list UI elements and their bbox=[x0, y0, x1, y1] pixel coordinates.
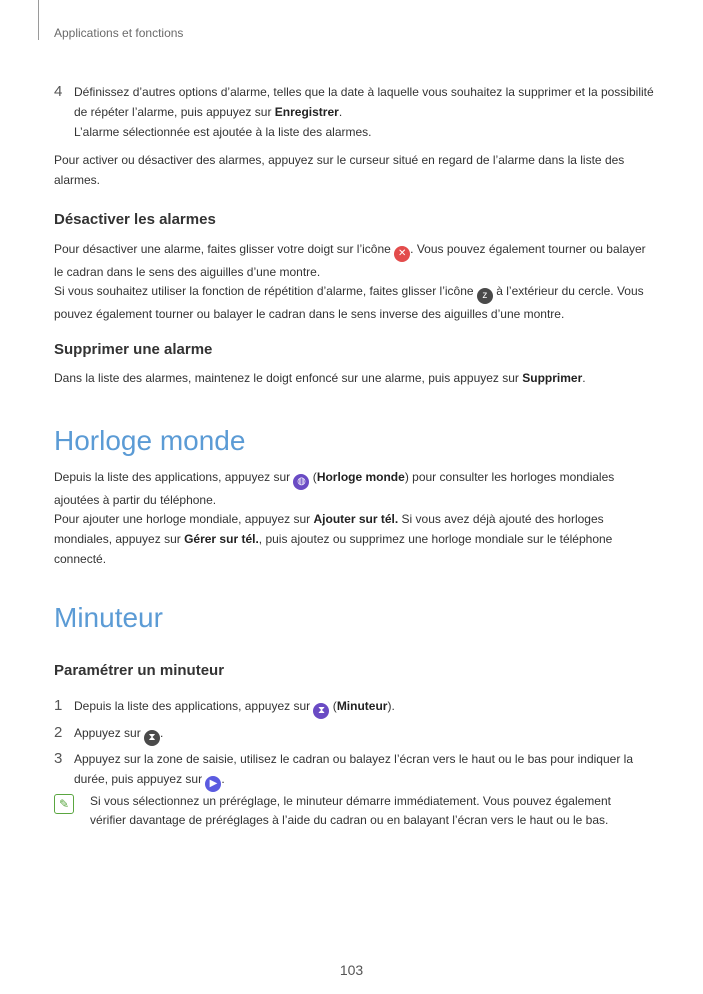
close-icon: ✕ bbox=[394, 246, 410, 262]
note-text: Si vous sélectionnez un préréglage, le minuteur démarre immédiatement. Vous pouvez également vérifier davantage de préréglages à l’aide du cadran ou en balayant l’écran vers le haut ou le bas. bbox=[90, 794, 611, 827]
page-number: 103 bbox=[339, 962, 364, 978]
supprimer-heading: Supprimer une alarme bbox=[54, 341, 213, 358]
step-number: 4 bbox=[54, 83, 63, 100]
globe-icon: ◍ bbox=[293, 474, 309, 490]
step-number: 2 bbox=[54, 724, 63, 741]
horloge-para-2: Pour ajouter une horloge mondiale, appuyez sur Ajouter sur tél. Si vous avez déjà ajouté des horloges mondiales, appuyez sur Gérer sur tél., puis ajoutez ou supprimez une horloge mondiale sur le téléphone connecté. bbox=[54, 512, 613, 566]
snooze-icon: z bbox=[477, 288, 493, 304]
step-number: 3 bbox=[54, 750, 63, 767]
step-number: 1 bbox=[54, 697, 63, 714]
minuteur-subheading: Paramétrer un minuteur bbox=[54, 662, 225, 679]
step-1: 1 Depuis la liste des applications, appuyez sur ⧗ (Minuteur). bbox=[54, 696, 654, 719]
horloge-title: Horloge monde bbox=[54, 425, 246, 456]
step-3: 3 Appuyez sur la zone de saisie, utilisez le cadran ou balayez l’écran vers le haut ou le bas pour indiquer la durée, puis appuyez sur ▶ . bbox=[54, 749, 654, 792]
horloge-para-1: Depuis la liste des applications, appuyez sur ◍ (Horloge monde) pour consulter les horloges mondiales ajoutées à partir du téléphone. bbox=[54, 470, 615, 507]
timer-icon: ⧗ bbox=[144, 730, 160, 746]
supprimer-para: Dans la liste des alarmes, maintenez le doigt enfoncé sur une alarme, puis appuyez sur Supprimer. bbox=[54, 371, 586, 385]
desactiver-para-2: Si vous souhaitez utiliser la fonction de répétition d’alarme, faites glisser l’icône z à l’extérieur du cercle. Vous pouvez également tourner ou balayer le cadran dans le sens inverse des aiguilles d’une montre. bbox=[54, 284, 644, 321]
step-4 bbox=[54, 82, 654, 142]
header-rule bbox=[38, 0, 39, 40]
note-icon: ✎ bbox=[54, 794, 74, 814]
step-2: 2 Appuyez sur ⧗ . bbox=[54, 723, 654, 746]
minuteur-title: Minuteur bbox=[54, 602, 163, 633]
desactiver-heading: Désactiver les alarmes bbox=[54, 211, 216, 228]
hourglass-icon: ⧗ bbox=[313, 703, 329, 719]
desactiver-para-1: Pour désactiver une alarme, faites glisser votre doigt sur l’icône ✕ . Vous pouvez également tourner ou balayer le cadran dans le sens des aiguilles d’une montre. bbox=[54, 242, 646, 279]
enregistrer-label: Enregistrer bbox=[274, 105, 339, 119]
step-text: Définissez d’autres options d’alarme, telles que la date à laquelle vous souhaitez la supprimer et la possibilité de répéter l’alarme, puis appuyez sur Enregistrer. L’alarme sélectionnée est ajoutée à la liste des alarmes. bbox=[74, 85, 654, 139]
section-header: Applications et fonctions bbox=[54, 26, 184, 40]
toggle-paragraph: Pour activer ou désactiver des alarmes, appuyez sur le curseur situé en regard de l’alarme dans la liste des alarmes. bbox=[54, 153, 625, 187]
play-icon: ▶ bbox=[205, 776, 221, 792]
